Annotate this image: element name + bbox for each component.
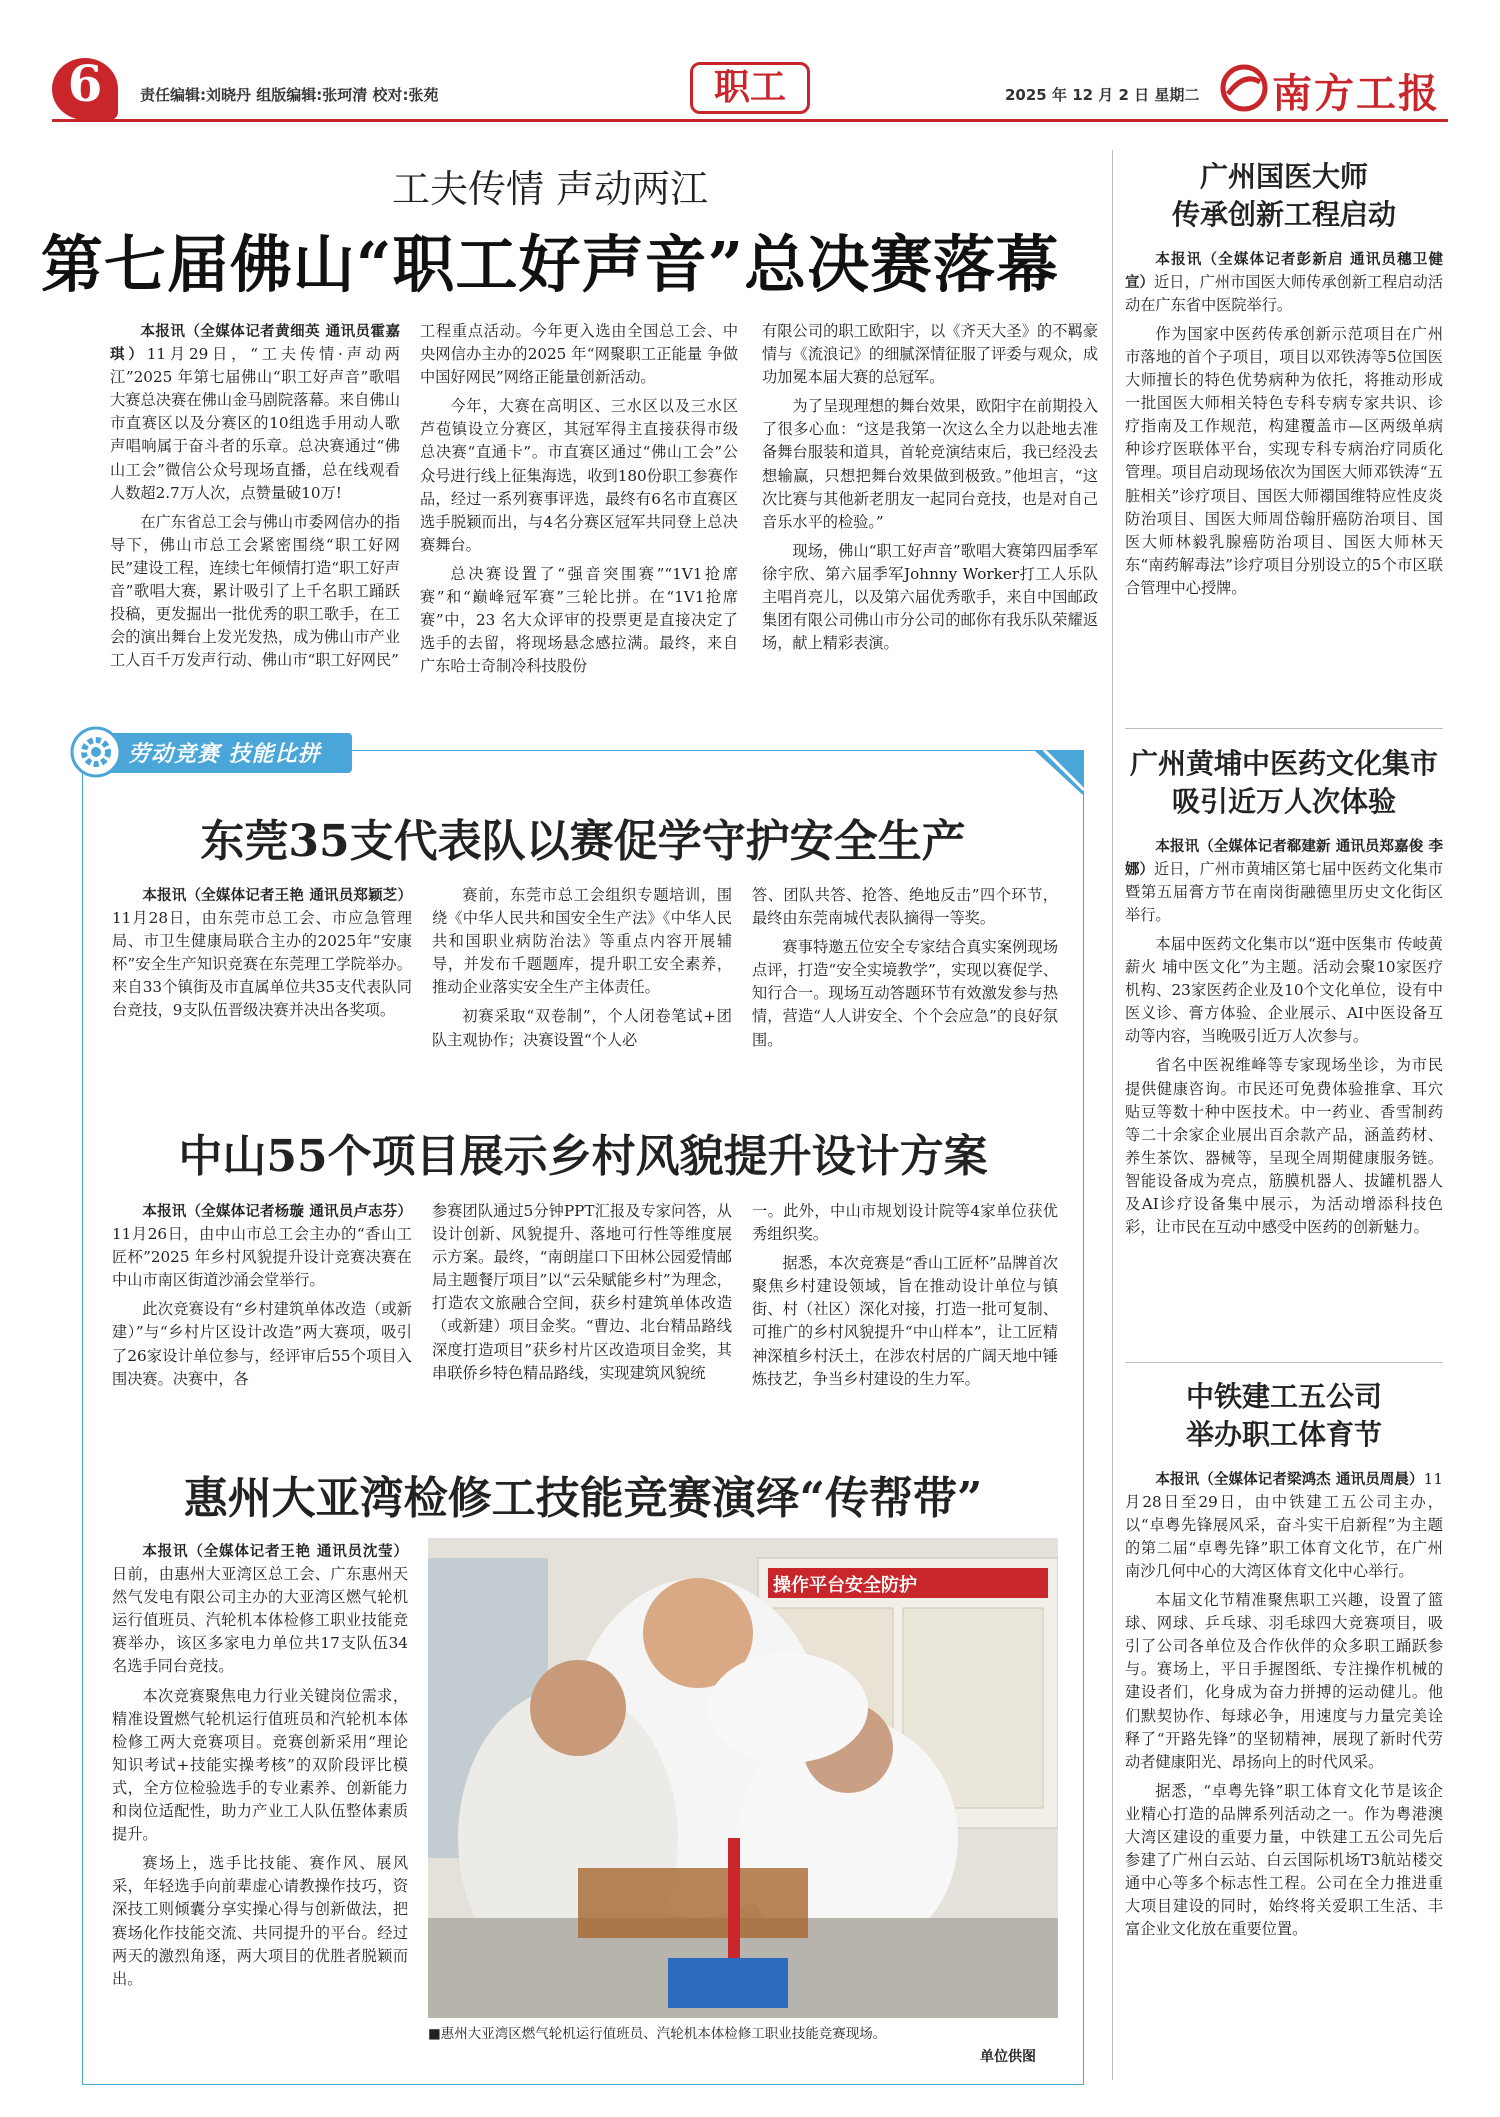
issue-date: 2025 年 12 月 2 日 星期二 <box>1005 86 1200 104</box>
article1-col-2: 赛前，东莞市总工会组织专题培训，围绕《中华人民共和国安全生产法》《中华人民共和国职业病防治法》等重点内容开展辅导，并发布千题题库，提升职工安全素养，推动企业落实安全生产主体责任。 初赛采取“双卷制”，个人闭卷笔试+团队主观协作；决赛设置“个人必 <box>432 886 732 1049</box>
sidebar-title: 广州黄埔中医药文化集市 <box>1129 747 1438 780</box>
sidebar-title: 中铁建工五公司 <box>1185 1380 1382 1413</box>
feature-tag: 劳动竞赛 技能比拼 <box>128 742 321 767</box>
sidebar-separator <box>1125 1362 1443 1363</box>
article2-col-1: 本报讯（全媒体记者杨璇 通讯员卢志芬）11月26日，由中山市总工会主办的“香山工匠杯”2025 年乡村风貌提升设计竞赛决赛在中山市南区街道沙涌会堂举行。 此次竞赛设有“乡村建筑单体改造（或新建）”与“乡村片区设计改造”两大赛项，吸引了26家设计单位参与，经评审后55个项目入围决赛。决赛中，各 <box>112 1204 412 1388</box>
news-photo <box>428 1538 1058 2018</box>
lead-col-1: 本报讯（全媒体记者黄细英 通讯员霍嘉琪）11月29日，“工夫传情·声动两江”2025 年第七届佛山“职工好声音”歌唱大赛总决赛在佛山金马剧院落幕。来自佛山市直赛区以及分赛区的10组选手用动人歌声唱响属于奋斗者的乐章。总决赛通过“佛山工会”微信公众号现场直播，总在线观看人数超2.7万人次，点赞量破10万! 在广东省总工会与佛山市委网信办的指导下，佛山市总工会紧密围绕“职工好网民”建设工程，连续七年倾情打造“职工好声音”歌唱大赛，累计吸引了上千名职工踊跃投稿，更发掘出一批优秀的职工歌手，在工会的演出舞台上发光发热，成为佛山市产业工人百千万发声行动、佛山市“职工好网民” <box>110 320 400 710</box>
article2-col-3: 一。此外，中山市规划设计院等4家单位获优秀组织奖。 据悉，本次竞赛是“香山工匠杯”品牌首次聚焦乡村建设领域，旨在推动设计单位与镇街、村（社区）深化对接，打造一批可复制、可推广的乡村风貌提升“中山样本”，让工匠精神深植乡村沃土，在涉农村居的广阔天地中锤炼技艺，争当乡村建设的生力军。 <box>752 1202 1058 1388</box>
sidebar-separator <box>1125 728 1443 729</box>
lead-col-3 <box>762 320 1098 710</box>
paragraph: 有限公司的职工欧阳宇，以《齐天大圣》的不羁豪情与《流浪记》的细腻深情征服了评委与观众，成功加冕本届大赛的总冠军。 <box>762 322 1098 387</box>
paragraph: 总决赛设置了“强音突围赛”“1V1抢席赛”和“巅峰冠军赛”三轮比拼。在“1V1抢席赛”中，23 名大众评审的投票更是直接决定了选手的去留，将现场悬念感拉满。最终，来自广东哈士奇制冷科技股份 <box>420 564 738 676</box>
header-rule <box>52 119 1448 122</box>
sidebar-title: 吸引近万人次体验 <box>1171 784 1396 818</box>
lead-kicker: 工夫传情 声动两江 <box>391 167 709 211</box>
sidebar-article-1: 广州国医大师 传承创新工程启动 本报讯（全媒体记者彭新启 通讯员穗卫健宣）近日，广州市国医大师传承创新工程启动活动在广东省中医院举行。 作为国家中医药传承创新示范项目在广州市落地的首个子项目，项目以邓铁涛等5位国医大师擅长的特色优势病种为依托，将推动形成一批国医大师相关特色专科专病专家共识、诊疗指南及工作规范，构建覆盖市—区两级单病种诊疗医联体平台，实现专科专病治疗同质化管理。项目启动现场依次为国医大师邓铁涛“五脏相关”诊疗项目、国医大师禤国维特应性皮炎防治项目、国医大师周岱翰肝癌防治项目、国医大师林毅乳腺癌防治项目、国医大师林天东“南药解毒法”诊疗项目分别设立的5个市区联合管理中心授牌。 <box>1125 160 1443 597</box>
article2-title: 中山55个项目展示乡村风貌提升设计方案 <box>178 1131 988 1182</box>
photo-board-text: 操作平台安全防护 <box>773 1575 917 1596</box>
article1-title: 东莞35支代表队以赛促学守护安全生产 <box>200 816 966 867</box>
sidebar-divider <box>1112 150 1113 2080</box>
gear-icon <box>70 726 122 778</box>
editors-line: 责任编辑:刘晓丹 组版编辑:张珂清 校对:张苑 <box>140 86 439 104</box>
page-number: 6 <box>67 54 103 113</box>
article1-col-1: 本报讯（全媒体记者王艳 通讯员郑颖芝）11月28日，由东莞市总工会、市应急管理局、市卫生健康局联合主办的2025年“安康杯”安全生产知识竞赛在东莞理工学院举办。来自33个镇街及市直属单位共35支代表队同台竞技，9支队伍晋级决赛并决出各奖项。 <box>112 888 412 1020</box>
section-title: 职工 <box>713 67 786 108</box>
article2-col-2: 参赛团队通过5分钟PPT汇报及专家问答，从设计创新、风貌提升、落地可行性等维度展示方案。最终，“南朗崖口下田林公园爱情邮局主题餐厅项目”以“云朵赋能乡村”为理念，打造农文旅融合空间，获乡村建筑单体改造（或新建）项目金奖。“曹边、北台精品路线深度打造项目”获乡村片区改造项目金奖，其串联侨乡特色精品路线，实现建筑风貌统 <box>432 1202 732 1382</box>
photo-credit: 单位供图 <box>980 2049 1036 2065</box>
sidebar-title: 传承创新工程启动 <box>1171 197 1396 231</box>
paragraph: 为了呈现理想的舞台效果，欧阳宇在前期投入了很多心血：“这是我第一次这么全力以赴地去准备舞台服装和道具，首轮竞演结束后，我已经没去想输赢，只想把舞台效果做到极致。”他坦言，“这次比赛与其他新老朋友一起同台竞技，也是对自己音乐水平的检验。” <box>762 397 1098 531</box>
sidebar-title: 广州国医大师 <box>1199 160 1368 193</box>
lead-title: 第七届佛山“职工好声音”总决赛落幕 <box>40 228 1060 301</box>
sidebar-article-3: 中铁建工五公司 举办职工体育节 本报讯（全媒体记者梁鸿杰 通讯员周晨）11月28日至29日，由中铁建工五公司主办，以“卓粤先锋展风采，奋斗实干启新程”为主题的第二届“卓粤先锋”职工体育文化节，在广州南沙几何中心的大湾区体育文化中心举行。 本届文化节精准聚焦职工兴趣，设置了篮球、网球、乒乓球、羽毛球四大竞赛项目，吸引了公司各单位及合作伙伴的众多职工踊跃参与。赛场上，平日手握图纸、专注操作机械的建设者们，化身成为奋力拼搏的运动健儿。他们默契协作、每球必争，用速度与力量完美诠释了“开路先锋”的坚韧精神，展现了新时代劳动者健康阳光、昂扬向上的时代风采。 据悉，“卓粤先锋”职工体育文化节是该企业精心打造的品牌系列活动之一。作为粤港澳大湾区建设的重要力量，中铁建工五公司先后参建了广州白云站、白云国际机场T3航站楼交通中心等多个标志性工程。公司在全力推进重大项目建设的同时，始终将关爱职工生活、丰富企业文化放在重要位置。 <box>1125 1380 1443 1939</box>
photo-caption: ■惠州大亚湾区燃气轮机运行值班员、汽轮机本体检修工职业技能竞赛现场。 <box>428 2026 887 2042</box>
paragraph: 今年，大赛在高明区、三水区以及三水区芦苞镇设立分赛区，其冠军得主直接获得市级总决赛“直通卡”。市直赛区通过“佛山工会”公众号进行线上征集海选，收到180份职工参赛作品，经过一系列赛事评选，最终有6名市直赛区选手脱颖而出，与4名分赛区冠军共同登上总决赛舞台。 <box>420 397 738 554</box>
corner-decoration <box>1034 750 1084 796</box>
sidebar-article-2: 广州黄埔中医药文化集市 吸引近万人次体验 本报讯（全媒体记者郗建新 通讯员郑嘉俊 李娜）近日，广州市黄埔区第七届中医药文化集市暨第五届膏方节在南岗街融德里历史文化街区举行。 本届中医药文化集市以“逛中医集市 传岐黄薪火 埔中医文化”为主题。活动会聚10家医疗机构、23家医药企业及10个文化单位，设有中医义诊、膏方体验、企业展示、AI中医设备互动等内容，当晚吸引近万人次参与。 省名中医祝维峰等专家现场坐诊，为市民提供健康咨询。市民还可免费体验推拿、耳穴贴豆等数十种中医技术。中一药业、香雪制药等二十余家企业展出百余款产品，涵盖药材、养生茶饮、器械等，呈现全周期健康服务链。智能设备成为亮点，筋膜机器人、拔罐机器人及AI诊疗设备集中展示，为活动增添科技色彩，让市民在互动中感受中医药的创新魅力。 <box>1125 747 1443 1237</box>
lead-col-2 <box>420 320 738 710</box>
paragraph: 在广东省总工会与佛山市委网信办的指导下，佛山市总工会紧密围绕“职工好网民”建设工程，连续七年倾情打造“职工好声音”歌唱大赛，累计吸引了上千名职工踊跃投稿，更发掘出一批优秀的职工歌手，在工会的演出舞台上发光发热，成为佛山市产业工人百千万发声行动、佛山市“职工好网民” <box>110 512 400 670</box>
lead-byline: 本报讯（全媒体记者黄细英 通讯员霍嘉琪） <box>110 324 400 364</box>
article3-title: 惠州大亚湾检修工技能竞赛演绎“传帮带” <box>183 1473 983 1524</box>
newspaper-name: 南方工报 <box>1272 70 1440 117</box>
paragraph: 现场，佛山“职工好声音”歌唱大赛第四届季军徐宇欣、第六届季军Johnny Worker打工人乐队主唱肖亮儿，以及第六届优秀歌手，来自中国邮政集团有限公司佛山市分公司的邮你有我乐队荣耀返场，献上精彩表演。 <box>762 541 1098 653</box>
newspaper-logo-mark <box>1220 64 1268 112</box>
sidebar-title: 举办职工体育节 <box>1185 1417 1382 1451</box>
page-header <box>0 0 1500 120</box>
article3-col-1: 本报讯（全媒体记者王艳 通讯员沈莹）日前，由惠州大亚湾区总工会、广东惠州天然气发电有限公司主办的大亚湾区燃气轮机运行值班员、汽轮机本体检修工职业技能竞赛举办，该区多家电力单位共17支队伍34名选手同台竞技。 本次竞赛聚焦电力行业关键岗位需求，精准设置燃气轮机运行值班员和汽轮机本体检修工两大竞赛项目。竞赛创新采用“理论知识考试+技能实操考核”的双阶段评比模式，全方位检验选手的专业素养、创新能力和岗位适配性，助力产业工人队伍整体素质提升。 赛场上，选手比技能、赛作风、展风采，年轻选手向前辈虚心请教操作技巧，资深技工则倾囊分享实操心得与创新做法，把赛场化作技能交流、共同提升的平台。经过两天的激烈角逐，两大项目的优胜者脱颖而出。 <box>112 1544 408 1988</box>
article1-col-3: 答、团队共答、抢答、绝地反击”四个环节，最终由东莞南城代表队摘得一等奖。 赛事特邀五位安全专家结合真实案例现场点评，打造“安全实境教学”，实现以赛促学、知行合一。现场互动答题环节有效激发参与热情，营造“人人讲安全、个个会应急”的良好氛围。 <box>752 886 1058 1049</box>
paragraph: 工程重点活动。今年更入选由全国总工会、中央网信办主办的2025 年“网聚职工正能量 争做中国好网民”网络正能量创新活动。 <box>420 322 738 387</box>
